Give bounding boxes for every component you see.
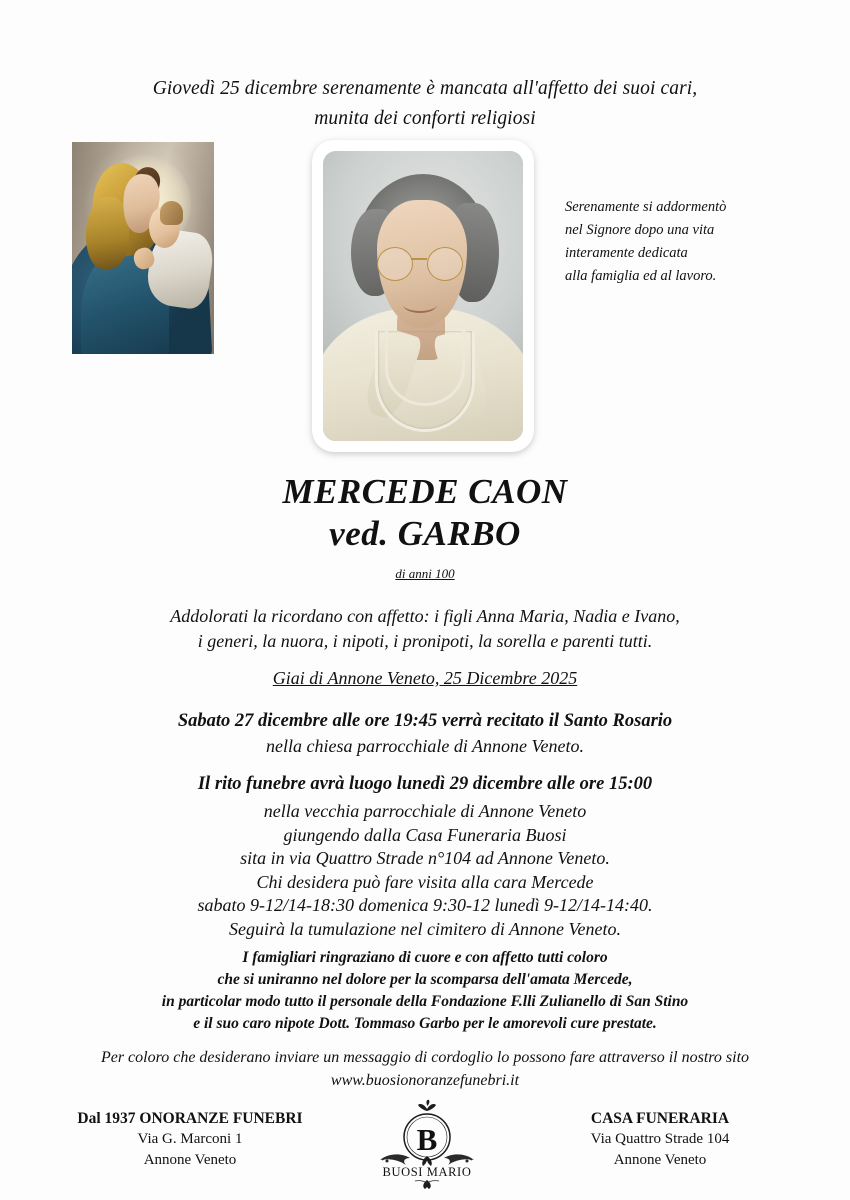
thanks-line-4: e il suo caro nipote Dott. Tommaso Garbo per le amorevoli cure prestate. — [193, 1015, 657, 1032]
verse-line-2: nel Signore dopo una vita — [565, 222, 715, 238]
madonna-canvas — [72, 142, 214, 354]
deceased-surname-line: ved. GARBO — [329, 514, 521, 553]
website-block — [0, 1046, 850, 1092]
portrait-glasses-right-lens — [427, 247, 463, 281]
thanks-line-1: I famigliari ringraziano di cuore e con affetto tutti coloro — [242, 949, 608, 966]
svg-text:B: B — [416, 1122, 438, 1157]
website-url[interactable]: www.buosionoranzefunebri.it — [330, 1072, 520, 1089]
footer-office-city: Annone Veneto — [143, 1152, 237, 1168]
verse-line-1: Serenamente si addormentò — [565, 199, 727, 215]
funeral-rite-details — [0, 800, 850, 942]
footer-office-title: Dal 1937 ONORANZE FUNEBRI — [77, 1110, 303, 1127]
footer-office — [40, 1108, 340, 1171]
rite-line-1: nella vecchia parrocchiale di Annone Veneto — [263, 801, 587, 821]
announcement-line-1: Giovedì 25 dicembre serenamente è mancata all'affetto dei suoi cari, — [152, 78, 698, 99]
deceased-name: MERCEDE CAON — [282, 472, 568, 511]
rite-line-4: Chi desidera può fare visita alla cara Mercede — [256, 871, 594, 892]
portrait-frame — [312, 140, 534, 452]
rosary-location: nella chiesa parrocchiale di Annone Veneto. — [266, 736, 584, 756]
verse-line-3: interamente dedicata — [565, 245, 688, 261]
portrait-smile — [403, 296, 437, 313]
place-and-date — [0, 668, 850, 689]
portrait-glasses-left-lens — [377, 247, 413, 281]
logo-name-text: BUOSI MARIO — [382, 1165, 472, 1179]
rosary-heading: Sabato 27 dicembre alle ore 19:45 verrà recitato il Santo Rosario — [177, 711, 673, 731]
verse-line-4: alla famiglia ed al lavoro. — [565, 268, 717, 284]
rite-visiting-hours: sabato 9-12/14-18:30 domenica 9:30-12 lunedì 9-12/14-14:40. — [197, 895, 653, 916]
rite-line-6: Seguirà la tumulazione nel cimitero di Annone Veneto. — [229, 918, 621, 939]
thanks-line-3: in particolar modo tutto il personale della Fondazione F.lli Zulianello di San Stino — [161, 993, 689, 1010]
footer-office-address: Via G. Marconi 1 — [137, 1131, 243, 1147]
announcement-text — [0, 74, 850, 134]
rite-line-2: giungendo dalla Casa Funeraria Buosi — [283, 824, 567, 845]
funeral-rite-heading: Il rito funebre avrà luogo lunedì 29 dicembre alle ore 15:00 — [197, 774, 653, 794]
madonna-child-hair — [160, 201, 183, 224]
buosi-mario-logo — [367, 1098, 487, 1190]
footer-funeral-home — [510, 1108, 810, 1171]
place-and-date-text: Giai di Annone Veneto, 25 Dicembre 2025 — [272, 668, 578, 688]
footer-funeral-home-address: Via Quattro Strade 104 — [590, 1131, 730, 1147]
thanks-line-2: che si uniranno nel dolore per la scomparsa dell'amata Mercede, — [217, 971, 633, 988]
deceased-age: di anni 100 — [395, 566, 455, 581]
family-mourners — [0, 604, 850, 654]
memorial-verse — [565, 196, 795, 288]
family-line-1: Addolorati la ricordano con affetto: i figli Anna Maria, Nadia e Ivano, — [170, 606, 680, 626]
madonna-image — [72, 142, 214, 354]
footer-funeral-home-city: Annone Veneto — [613, 1152, 707, 1168]
announcement-line-2: munita dei conforti religiosi — [314, 108, 536, 129]
thanks-message — [0, 947, 850, 1035]
family-line-2: i generi, la nuora, i nipoti, i pronipoti, la sorella e parenti tutti. — [197, 631, 653, 651]
rite-line-3: sita in via Quattro Strade n°104 ad Annone Veneto. — [240, 848, 610, 869]
portrait-pearl-necklace-inner — [385, 331, 465, 407]
footer-funeral-home-title: CASA FUNERARIA — [590, 1110, 730, 1127]
website-intro: Per coloro che desiderano inviare un messaggio di cordoglio lo possono fare attraverso il nostro sito — [100, 1049, 750, 1066]
portrait-photo — [323, 151, 523, 441]
portrait-glasses-bridge — [411, 258, 427, 260]
